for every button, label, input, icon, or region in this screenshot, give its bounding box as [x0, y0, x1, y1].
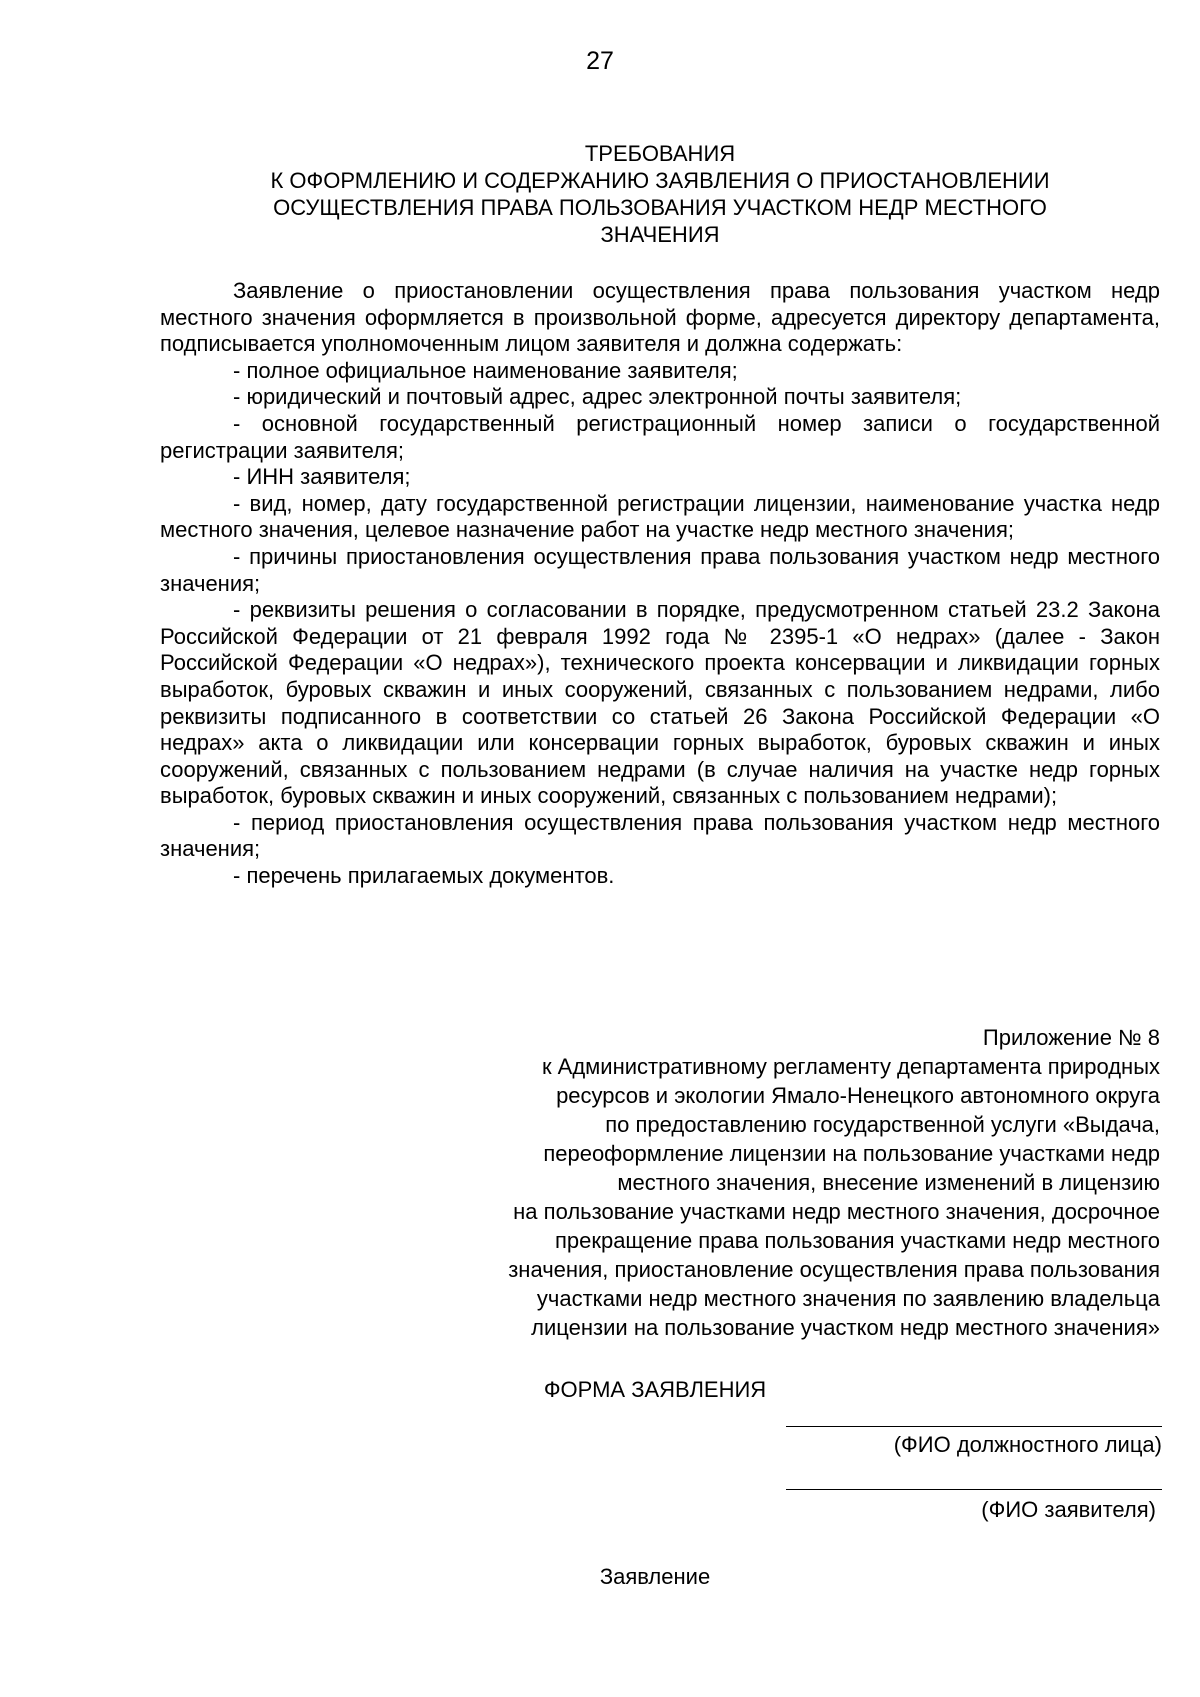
appendix-line: прекращение права пользования участками недр местного: [554, 1228, 1160, 1253]
appendix-line: лицензии на пользование участком недр местного значения»: [531, 1315, 1160, 1340]
requirement-item: - реквизиты решения о согласовании в порядке, предусмотренном статьей 23.2 Закона Российской Федерации от 21 февраля 1992 года № 2395-1 «О недрах» (далее - Закон Российской Федерации «О недрах»), технического проекта консервации и ликвидации горных выработок, буровых скважин и иных сооружений, связанных с пользованием недрами, либо реквизиты подписанного в соответствии со статьей 26 Закона Российской Федерации «О недрах» акта о ликвидации или консервации горных выработок, буровых скважин и иных сооружений, связанных с пользованием недрами (в случае наличия на участке недр горных выработок, буровых скважин и иных сооружений, связанных с пользованием недрами);: [160, 597, 1160, 809]
requirements-body: [160, 278, 1160, 890]
requirement-item: - вид, номер, дату государственной регистрации лицензии, наименование участка недр местного значения, целевое назначение работ на участке недр местного значения;: [160, 490, 1160, 543]
requirement-item: - причины приостановления осуществления права пользования участком недр местного значения;: [160, 543, 1160, 596]
appendix-header: [400, 1023, 1160, 1342]
form-title: ФОРМА ЗАЯВЛЕНИЯ: [543, 1377, 767, 1402]
title-line: К ОФОРМЛЕНИЮ И СОДЕРЖАНИЮ ЗАЯВЛЕНИЯ О ПРИОСТАНОВЛЕНИИ: [270, 168, 1050, 193]
applicant-signature-line: [786, 1489, 1162, 1490]
title-line: ОСУЩЕСТВЛЕНИЯ ПРАВА ПОЛЬЗОВАНИЯ УЧАСТКОМ НЕДР МЕСТНОГО: [273, 195, 1047, 220]
official-signature-line: [786, 1426, 1162, 1427]
appendix-line: участками недр местного значения по заявлению владельца: [536, 1286, 1160, 1311]
appendix-line: местного значения, внесение изменений в лицензию: [617, 1170, 1160, 1195]
title-line: ЗНАЧЕНИЯ: [600, 222, 720, 247]
requirement-item: - юридический и почтовый адрес, адрес электронной почты заявителя;: [233, 384, 962, 410]
appendix-line: к Административному регламенту департамента природных: [541, 1054, 1160, 1079]
statement-heading: Заявление: [599, 1564, 711, 1589]
appendix-line: ресурсов и экологии Ямало-Ненецкого автономного округа: [556, 1083, 1160, 1108]
appendix-line: значения, приостановление осуществления права пользования: [508, 1257, 1160, 1282]
official-name-caption: (ФИО должностного лица): [893, 1432, 1162, 1457]
requirement-item: - перечень прилагаемых документов.: [233, 863, 615, 889]
requirement-item: - основной государственный регистрационный номер записи о государственной регистрации заявителя;: [160, 410, 1160, 463]
appendix-line: на пользование участками недр местного значения, досрочное: [513, 1199, 1160, 1224]
requirement-item: - ИНН заявителя;: [233, 464, 411, 490]
page-number: 27: [586, 47, 614, 75]
appendix-line: Приложение № 8: [982, 1025, 1160, 1050]
applicant-name-caption: (ФИО заявителя): [981, 1497, 1156, 1522]
appendix-line: по предоставлению государственной услуги «Выдача,: [605, 1112, 1160, 1137]
requirement-item: - полное официальное наименование заявителя;: [233, 357, 738, 383]
appendix-line: переоформление лицензии на пользование участками недр: [543, 1141, 1160, 1166]
title-line: ТРЕБОВАНИЯ: [584, 141, 736, 166]
requirement-item: - период приостановления осуществления права пользования участком недр местного значения;: [160, 809, 1160, 862]
body-paragraph: Заявление о приостановлении осуществления права пользования участком недр местного значения оформляется в произвольной форме, адресуется директору департамента, подписывается уполномоченным лицом заявителя и должна содержать:: [160, 278, 1160, 357]
requirements-title: [160, 140, 1160, 248]
